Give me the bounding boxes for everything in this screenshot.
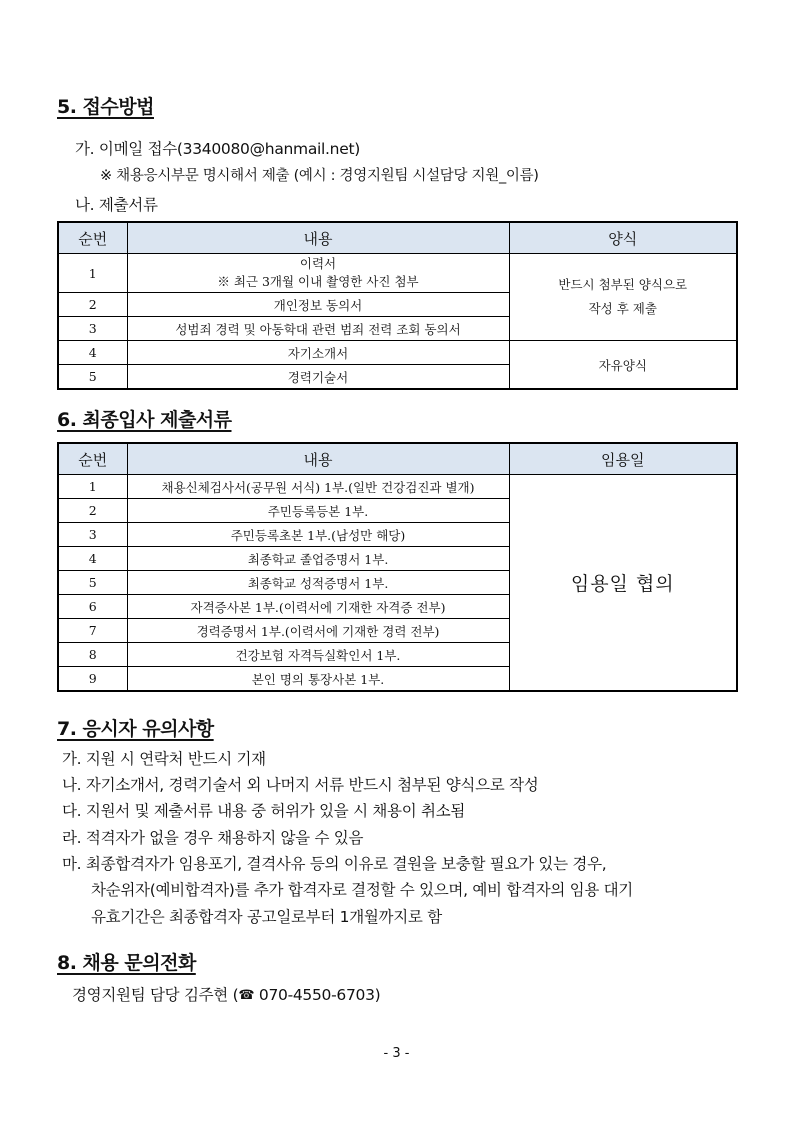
row-content	[127, 254, 509, 293]
row-no: 7	[58, 619, 127, 643]
row-content: 건강보험 자격득실확인서 1부.	[127, 643, 509, 667]
row-content: 최종학교 성적증명서 1부.	[127, 571, 509, 595]
notice-item: 나. 자기소개서, 경력기술서 외 나머지 서류 반드시 첨부된 양식으로 작성	[62, 776, 539, 794]
row-content: 경력기술서	[127, 365, 509, 390]
resume-label: 이력서	[299, 256, 337, 271]
row-content: 자격증사본 1부.(이력서에 기재한 자격증 전부)	[127, 595, 509, 619]
row-content: 본인 명의 통장사본 1부.	[127, 667, 509, 692]
notice-item-continued: 유효기간은 최종합격자 공고일로부터 1개월까지로 함	[91, 908, 442, 926]
header-no: 순번	[58, 443, 127, 475]
notice-item: 가. 지원 시 연락처 반드시 기재	[62, 750, 266, 768]
row-no: 1	[58, 254, 127, 293]
table-header-row	[58, 222, 737, 254]
row-no: 4	[58, 341, 127, 365]
row-no: 8	[58, 643, 127, 667]
form-required-line2: 작성 후 제출	[588, 301, 657, 316]
row-content: 주민등록등본 1부.	[127, 499, 509, 523]
header-form: 양식	[509, 222, 737, 254]
form-required	[509, 254, 737, 341]
row-content: 최종학교 졸업증명서 1부.	[127, 547, 509, 571]
row-no: 5	[58, 365, 127, 390]
row-content: 채용신체검사서(공무원 서식) 1부.(일반 건강검진과 별개)	[127, 475, 509, 499]
section-5-title: 5. 접수방법	[57, 96, 154, 118]
table-row	[58, 475, 737, 499]
header-content: 내용	[127, 222, 509, 254]
contact-number: 070-4550-6703)	[254, 986, 381, 1004]
row-content: 자기소개서	[127, 341, 509, 365]
row-no: 9	[58, 667, 127, 692]
table-row	[58, 341, 737, 365]
appointment-negotiable: 임용일 협의	[509, 475, 737, 692]
email-note: ※ 채용응시부문 명시해서 제출 (예시 : 경영지원팀 시설담당 지원_이름)	[100, 168, 539, 184]
row-content: 성범죄 경력 및 아동학대 관련 범죄 전력 조회 동의서	[127, 317, 509, 341]
telephone-icon: ☎	[238, 988, 255, 1003]
page-number: - 3 -	[383, 1046, 410, 1061]
contact-line	[72, 983, 380, 1005]
section-7-title: 7. 응시자 유의사항	[57, 718, 214, 740]
header-appointment: 임용일	[509, 443, 737, 475]
photo-note: ※ 최근 3개월 이내 촬영한 사진 첨부	[217, 274, 419, 289]
header-content: 내용	[127, 443, 509, 475]
row-content: 주민등록초본 1부.(남성만 해당)	[127, 523, 509, 547]
row-no: 5	[58, 571, 127, 595]
form-free: 자유양식	[509, 341, 737, 390]
row-no: 4	[58, 547, 127, 571]
submission-documents-table	[57, 221, 738, 390]
final-documents-table	[57, 442, 738, 692]
notice-item: 마. 최종합격자가 임용포기, 결격사유 등의 이유로 결원을 보충할 필요가 있는 경우,	[62, 855, 607, 873]
notice-item: 라. 적격자가 없을 경우 채용하지 않을 수 있음	[62, 829, 364, 847]
row-content: 경력증명서 1부.(이력서에 기재한 경력 전부)	[127, 619, 509, 643]
email-submission: 가. 이메일 접수(3340080@hanmail.net)	[75, 140, 360, 158]
row-no: 6	[58, 595, 127, 619]
row-content: 개인정보 동의서	[127, 293, 509, 317]
notice-item: 다. 지원서 및 제출서류 내용 중 허위가 있을 시 채용이 취소됨	[62, 802, 466, 820]
section-8-title: 8. 채용 문의전화	[57, 952, 196, 974]
row-no: 2	[58, 293, 127, 317]
table-header-row	[58, 443, 737, 475]
row-no: 3	[58, 317, 127, 341]
form-required-line1: 반드시 첨부된 양식으로	[558, 277, 688, 292]
row-no: 3	[58, 523, 127, 547]
table-row	[58, 254, 737, 293]
documents-heading: 나. 제출서류	[75, 196, 158, 214]
contact-prefix: 경영지원팀 담당 김주현 (	[72, 986, 239, 1004]
row-no: 2	[58, 499, 127, 523]
section-6-title: 6. 최종입사 제출서류	[57, 409, 232, 431]
notice-item-continued: 차순위자(예비합격자)를 추가 합격자로 결정할 수 있으며, 예비 합격자의 임용 대기	[91, 881, 633, 899]
row-no: 1	[58, 475, 127, 499]
header-no: 순번	[58, 222, 127, 254]
